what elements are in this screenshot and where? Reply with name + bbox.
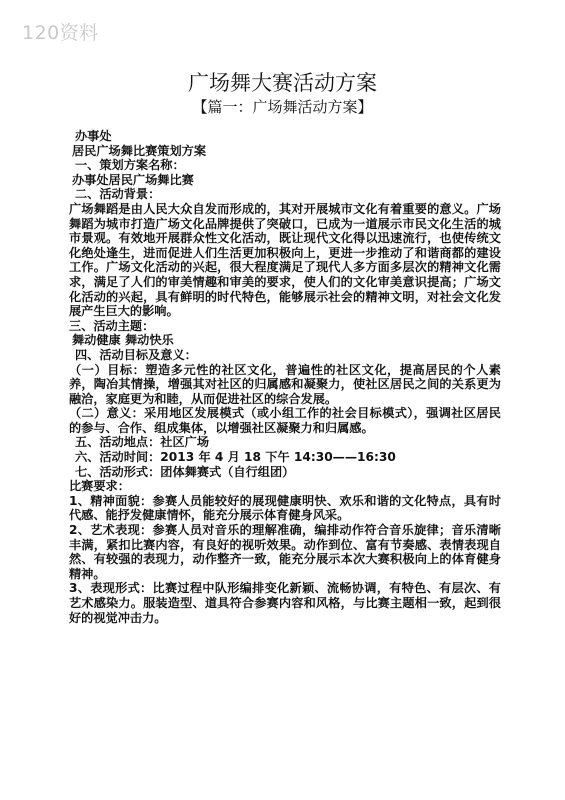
body-paragraph: 2、艺术表现：参赛人员对音乐的理解准确，编排动作符合音乐旋律；音乐清晰丰满，紧扣比赛内容，有良好的视听效果。动作到位、富有节奏感、表情表现自然、有较强的表现力，动作整齐一致，能充分展示本次大赛积极向上的体育健身精神。 bbox=[69, 523, 501, 581]
body-line: 办事处居民广场舞比赛 bbox=[72, 172, 194, 187]
section-heading: 比赛要求： bbox=[69, 479, 130, 494]
body-paragraph: 广场舞蹈是由人民大众自发而形成的，其对开展城市文化有着重要的意义。广场舞蹈为城市打造广场文化品牌提供了突破口，已成为一道展示市民文化生活的城市景观。有效地开展群众性文化活动，既让现代文化得以迅速流行，也使传统文化绝处逢生，进而促进人们生活更加积极向上，更进一步推动了和谐商都的建设工作。广场文化活动的兴起，很大程度满足了现代人多方面多层次的精神文化需求，满足了人们的审美情趣和审美的要求，使人们的文化审美意识提高；广场文化活动的兴起，具有鲜明的时代特色，能够展示社会的精神文明，对社会文化发展产生巨大的影响。 bbox=[69, 201, 501, 319]
section-heading: 七、活动形式：团体舞赛式（自行组团） bbox=[75, 464, 295, 479]
body-line: 舞动健康 舞动快乐 bbox=[72, 333, 174, 348]
watermark: 120资料 bbox=[22, 22, 99, 44]
body-line: 居民广场舞比赛策划方案 bbox=[72, 143, 207, 158]
section-heading: 一、策划方案名称： bbox=[75, 158, 185, 173]
section-heading: 四、活动目标及意义： bbox=[75, 347, 197, 362]
body-paragraph: 1、精神面貌：参赛人员能较好的展现健康明快、欢乐和谐的文化特点，具有时代感、能抒发健康情怀，能充分展示体育健身风采。 bbox=[69, 493, 501, 523]
body-line: 办事处 bbox=[75, 129, 112, 143]
section-heading: 二、活动背景： bbox=[75, 187, 161, 202]
document-body bbox=[69, 129, 501, 625]
body-paragraph: 3、表现形式：比赛过程中队形编排变化新颖、流畅协调，有特色、有层次、有艺术感染力。服装造型、道具符合参赛内容和风格，与比赛主题相一致，起到很好的视觉冲击力。 bbox=[69, 581, 501, 625]
body-paragraph: （一）目标：塑造多元性的社区文化，普遍性的社区文化，提高居民的个人素养，陶冶其情操，增强其对社区的归属感和凝聚力，使社区居民之间的关系更为融洽，家庭更为和睦，从而促进社区的综合发展。 bbox=[69, 362, 501, 406]
section-heading: 五、活动地点：社区广场 bbox=[75, 435, 210, 450]
section-heading: 三、活动主题： bbox=[69, 318, 155, 333]
section-heading: 六、活动时间：2013 年 4 月 18 下午 14:30——16:30 bbox=[75, 450, 396, 465]
document-subtitle: 【篇一：广场舞活动方案】 bbox=[192, 98, 373, 116]
body-paragraph: （二）意义：采用地区发展模式（或小组工作的社会目标模式），强调社区居民的参与、合作、组成集体，以增强社区凝聚力和归属感。 bbox=[69, 406, 501, 435]
document-title: 广场舞大赛活动方案 bbox=[188, 71, 377, 95]
